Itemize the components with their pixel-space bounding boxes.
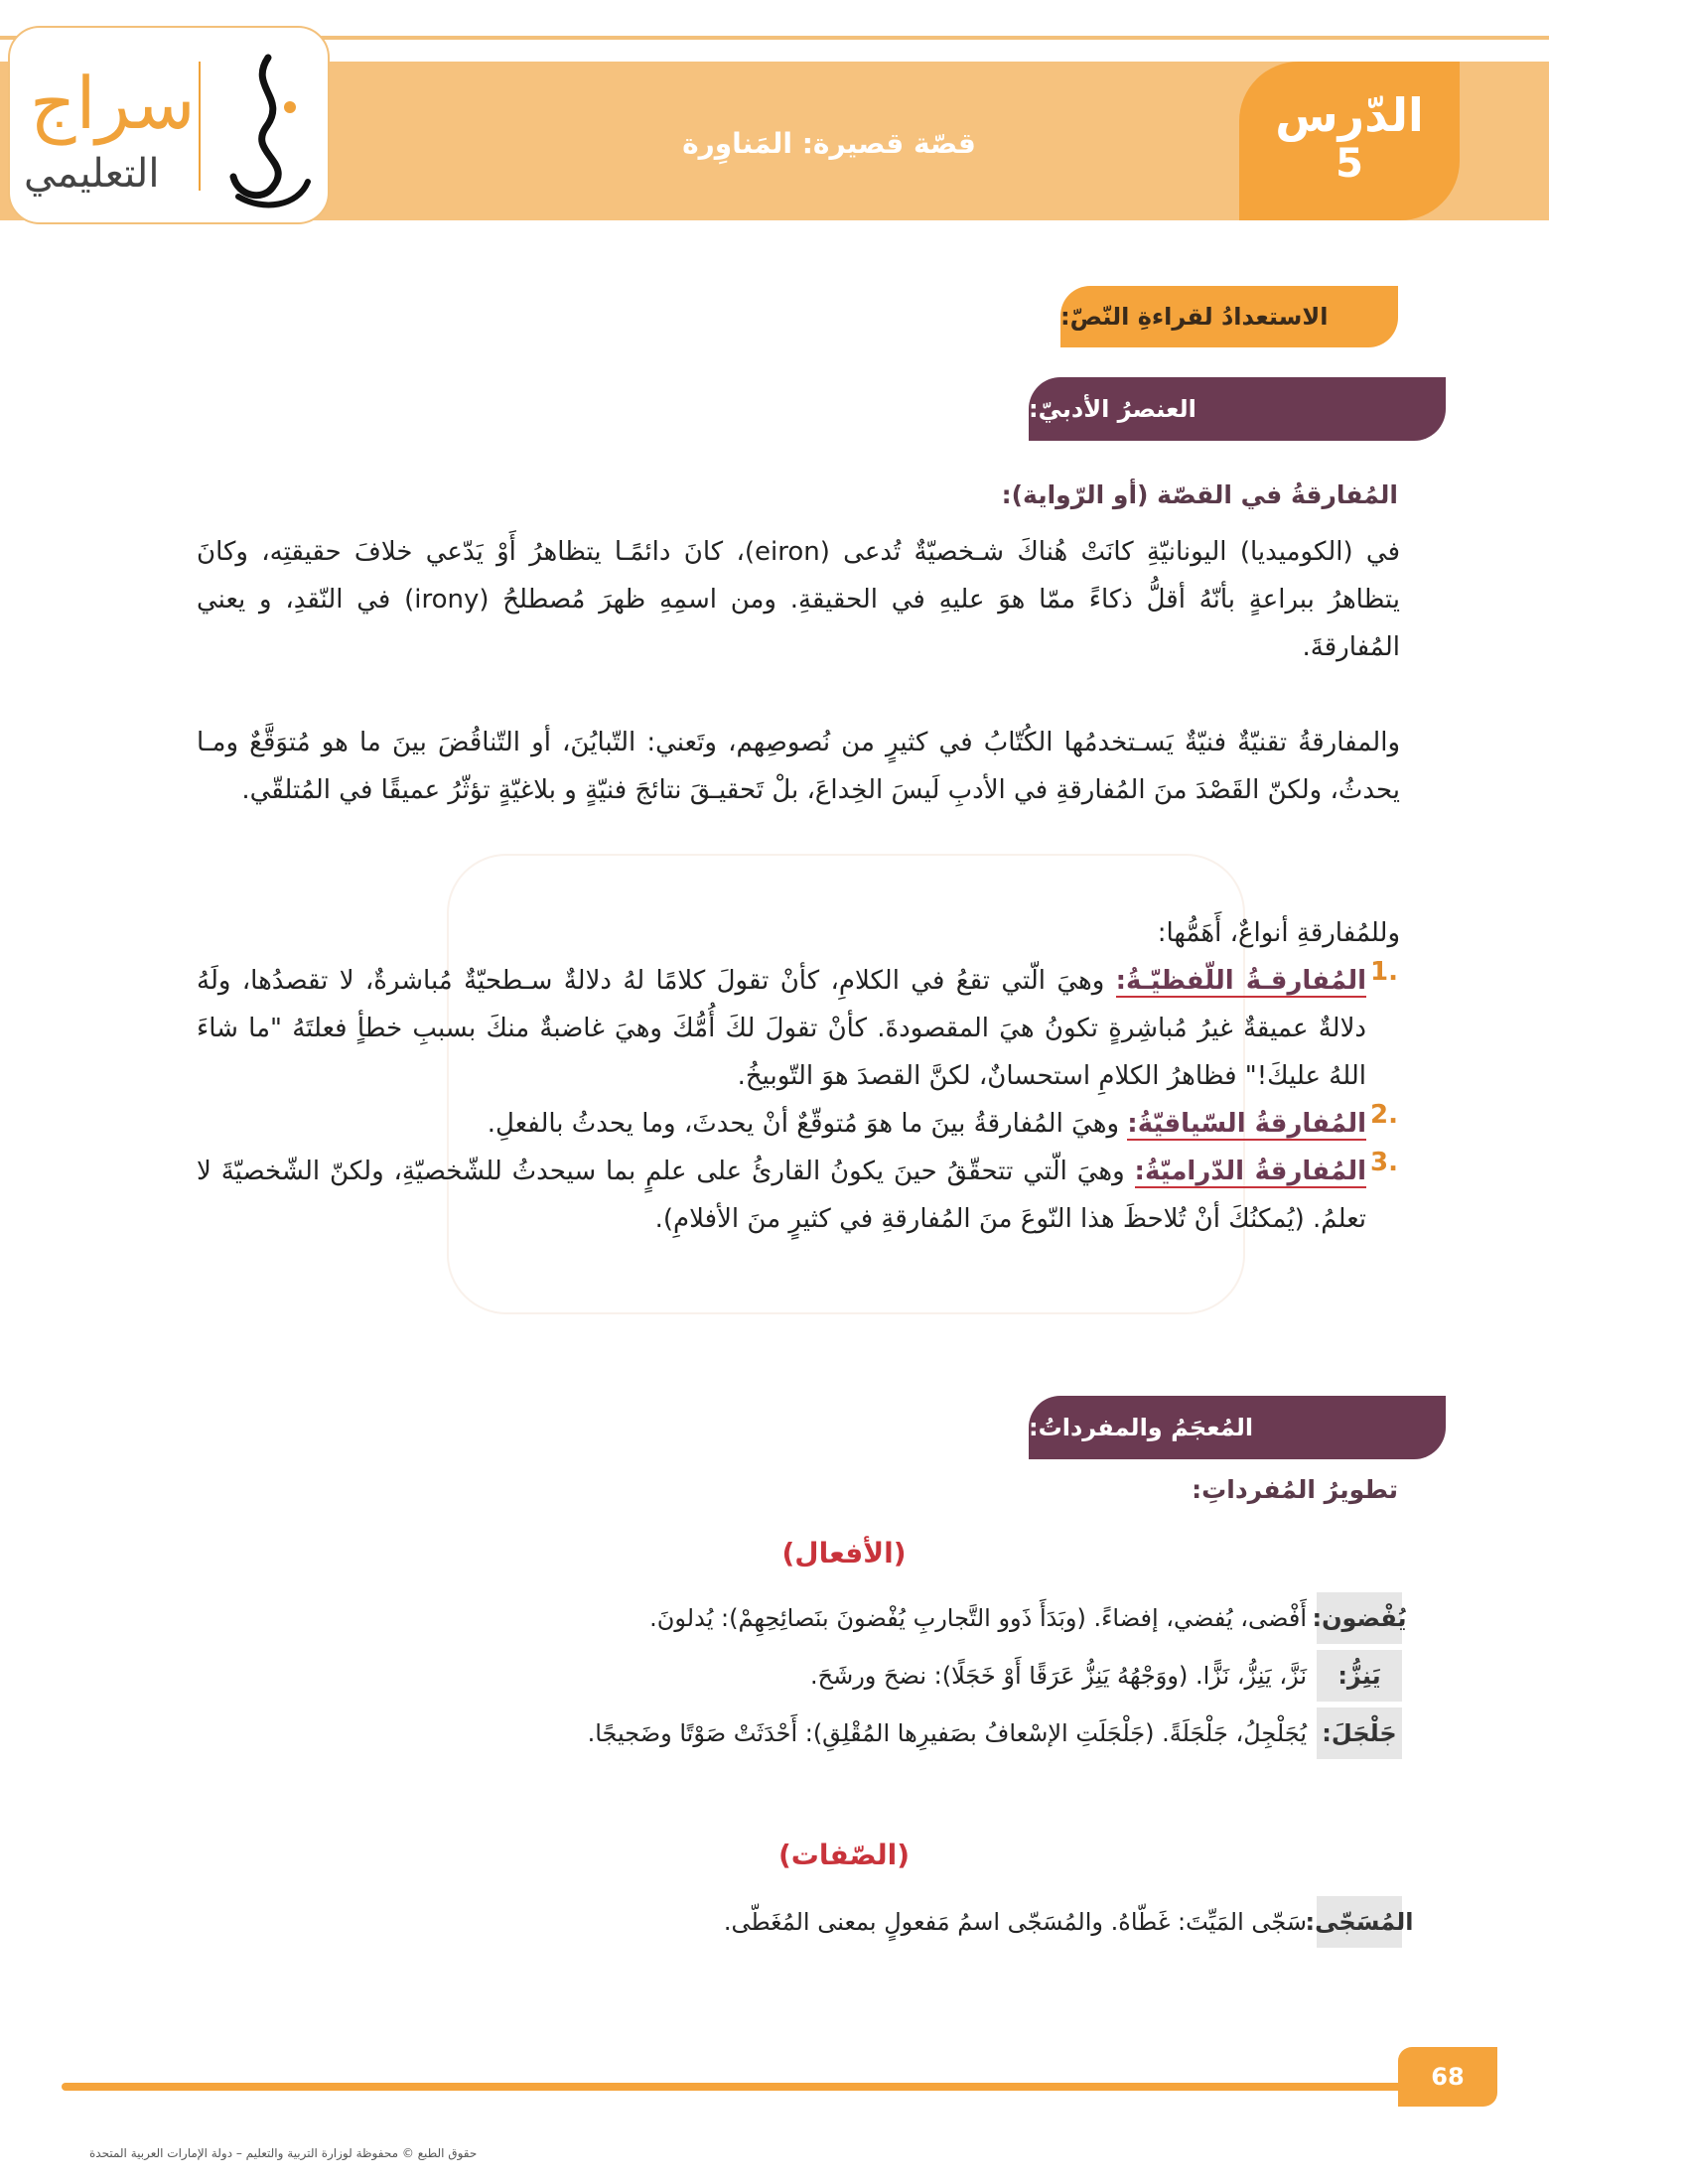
vocab-definition: سَجّى المَيِّتَ: غَطّاهُ. والمُسَجّى اسمُ مَفعولٍ بمعنى المُغَطّى. <box>723 1908 1307 1936</box>
irony-type-2-text: وهيَ المُفارقةُ بينَ ما هوَ مُتوقّعٌ أنْ يحدثَ، وما يحدثُ بالفعلِ. <box>487 1109 1128 1139</box>
irony-type-1-text: وهيَ الّتي تقعُ في الكلامِ، كأنْ تقولَ كلامًا لهُ دلالةٌ سـطحيّةٌ مُباشرةٌ، لا تقصدُها، ولَهُ دلالةٌ عميقةٌ غيرُ مُباشِرةٍ تكونُ هيَ المقصودةَ. كأنْ تقولَ لكَ أُمُّكَ وهيَ غاضبةٌ منكَ بسببِ خطأٍ فعلتَهُ "ما شاءَ اللهُ عليكَ!" فظاهرُ الكلامِ استحسانٌ، لكنَّ القصدَ هوَ التّوبيخُ. <box>197 966 1366 1091</box>
list-number-3: 3. <box>1370 1148 1398 1177</box>
vocab-row <box>357 1896 1414 1948</box>
irony-type-2 <box>197 1100 1366 1148</box>
lesson-word: الدّرس <box>1275 88 1424 142</box>
irony-subheading: المُفارقةُ في القصّة (أو الرّواية): <box>1001 480 1398 509</box>
irony-types-intro: وللمُفارقةِ أنواعٌ، أَهَمُّها: <box>1157 918 1400 948</box>
verbs-heading: (الأفعال) <box>781 1537 907 1570</box>
lesson-badge <box>1239 62 1460 220</box>
footer-line <box>62 2083 1412 2091</box>
vocab-word: جَلْجَلَ: <box>1317 1707 1402 1759</box>
vocab-subheading: تطويرُ المُفرداتِ: <box>1192 1475 1398 1504</box>
vocab-row <box>357 1592 1407 1644</box>
vocab-word: يَنِزُّ: <box>1317 1650 1402 1702</box>
logo-calligraphy-icon <box>218 48 318 216</box>
lesson-number: 5 <box>1336 141 1363 187</box>
vocab-word: المُسَجّى: <box>1317 1896 1402 1948</box>
irony-type-1 <box>197 957 1366 1100</box>
logo-divider <box>199 62 201 191</box>
section-dictionary: المُعجَمُ والمفرداتُ: <box>1029 1396 1446 1459</box>
irony-para-2: والمفارقةُ تقنيّةٌ فنيّةٌ يَسـتخدمُها الكُتّابُ في كثيرٍ من نُصوصِهم، وتَعني: التّبايُنَ، أو التّناقُضَ بينَ ما هو مُتوَقَّعٌ ومـا يحدثُ، ولكنّ القَصْدَ منَ المُفارقةِ في الأدبِ لَيسَ الخِداعَ، بلْ تَحقيـقَ نتائجَ فنيّةٍ و بلاغيّةٍ تؤثّرُ عميقًا في المُتلقّي. <box>197 728 1400 805</box>
lesson-title: قصّة قصيرة: المَناوِرة <box>682 127 976 160</box>
vocab-definition: يُجَلْجِلُ، جَلْجَلَةً. (جَلْجَلَتِ الإسْعافُ بصَفيرِها المُقْلِقِ): أَحْدَثَتْ صَوْتًا وضَجيجًا. <box>587 1719 1307 1747</box>
section-literary-element: العنصرُ الأدبيّ: <box>1029 377 1446 441</box>
irony-type-2-term: المُفارقةُ السّياقيّةُ: <box>1127 1109 1366 1139</box>
vocab-row <box>357 1650 1402 1702</box>
vocab-word: يُفْضون: <box>1317 1592 1402 1644</box>
irony-para-1: في (الكوميديا) اليونانيّةِ كانَتْ هُناكَ شـخصيّةٌ تُدعى (eiron)، كانَ دائمًـا يتظاهرُ أَوْ يَدّعي خلافَ حقيقتِه، وكانَ يتظاهرُ ببراعةٍ بأنّهُ أقلُّ ذكاءً ممّا هوَ عليهِ في الحقيقةِ. ومن اسمِهِ ظهرَ مُصطلحُ (irony) في النّقدِ، و يعني المُفارقةَ. <box>197 537 1401 662</box>
vocab-row <box>357 1707 1402 1759</box>
list-number-1: 1. <box>1370 957 1398 987</box>
section-prep: الاستعدادُ لقراءةِ النّصّ: <box>1060 286 1398 347</box>
vocab-definition: نَزَّ، يَنِزُّ، نَزًّا. (ووَجْهُهُ يَنِزُّ عَرَقًا أَوْ خَجَلًا): نضحَ ورشَحَ. <box>809 1662 1307 1690</box>
vocab-definition: أَفْضى، يُفضي، إفضاءً. (وبَدَأَ ذَوو التَّجاربِ يُفْضونَ بنَصائِحِهِمْ): يُدلونَ. <box>649 1604 1307 1632</box>
list-number-2: 2. <box>1370 1100 1398 1130</box>
irony-type-3-term: المُفارقةُ الدّراميّةُ: <box>1134 1157 1366 1186</box>
logo-text-sub: التعليمي <box>24 151 160 197</box>
irony-type-1-term: المُفارقـةُ اللّفظيّـةُ: <box>1115 966 1366 996</box>
adjectives-heading: (الصّفات) <box>777 1839 911 1871</box>
irony-type-3-text: وهيَ الّتي تتحقّقُ حينَ يكونُ القارئُ على علمٍ بما سيحدثُ للشّخصيّةِ، ولكنّ الشّخصيّةَ لا تعلمُ. (يُمكنُكَ أنْ تُلاحظَ هذا النّوعَ منَ المُفارقةِ في كثيرٍ منَ الأفلامِ). <box>197 1157 1366 1234</box>
copyright-text: حقوق الطبع © محفوظة لوزارة التربية والتعليم – دولة الإمارات العربية المتحدة <box>89 2146 478 2160</box>
irony-type-3 <box>197 1148 1366 1243</box>
page-number: 68 <box>1398 2047 1497 2107</box>
logo-text-main: سراج <box>30 62 196 145</box>
